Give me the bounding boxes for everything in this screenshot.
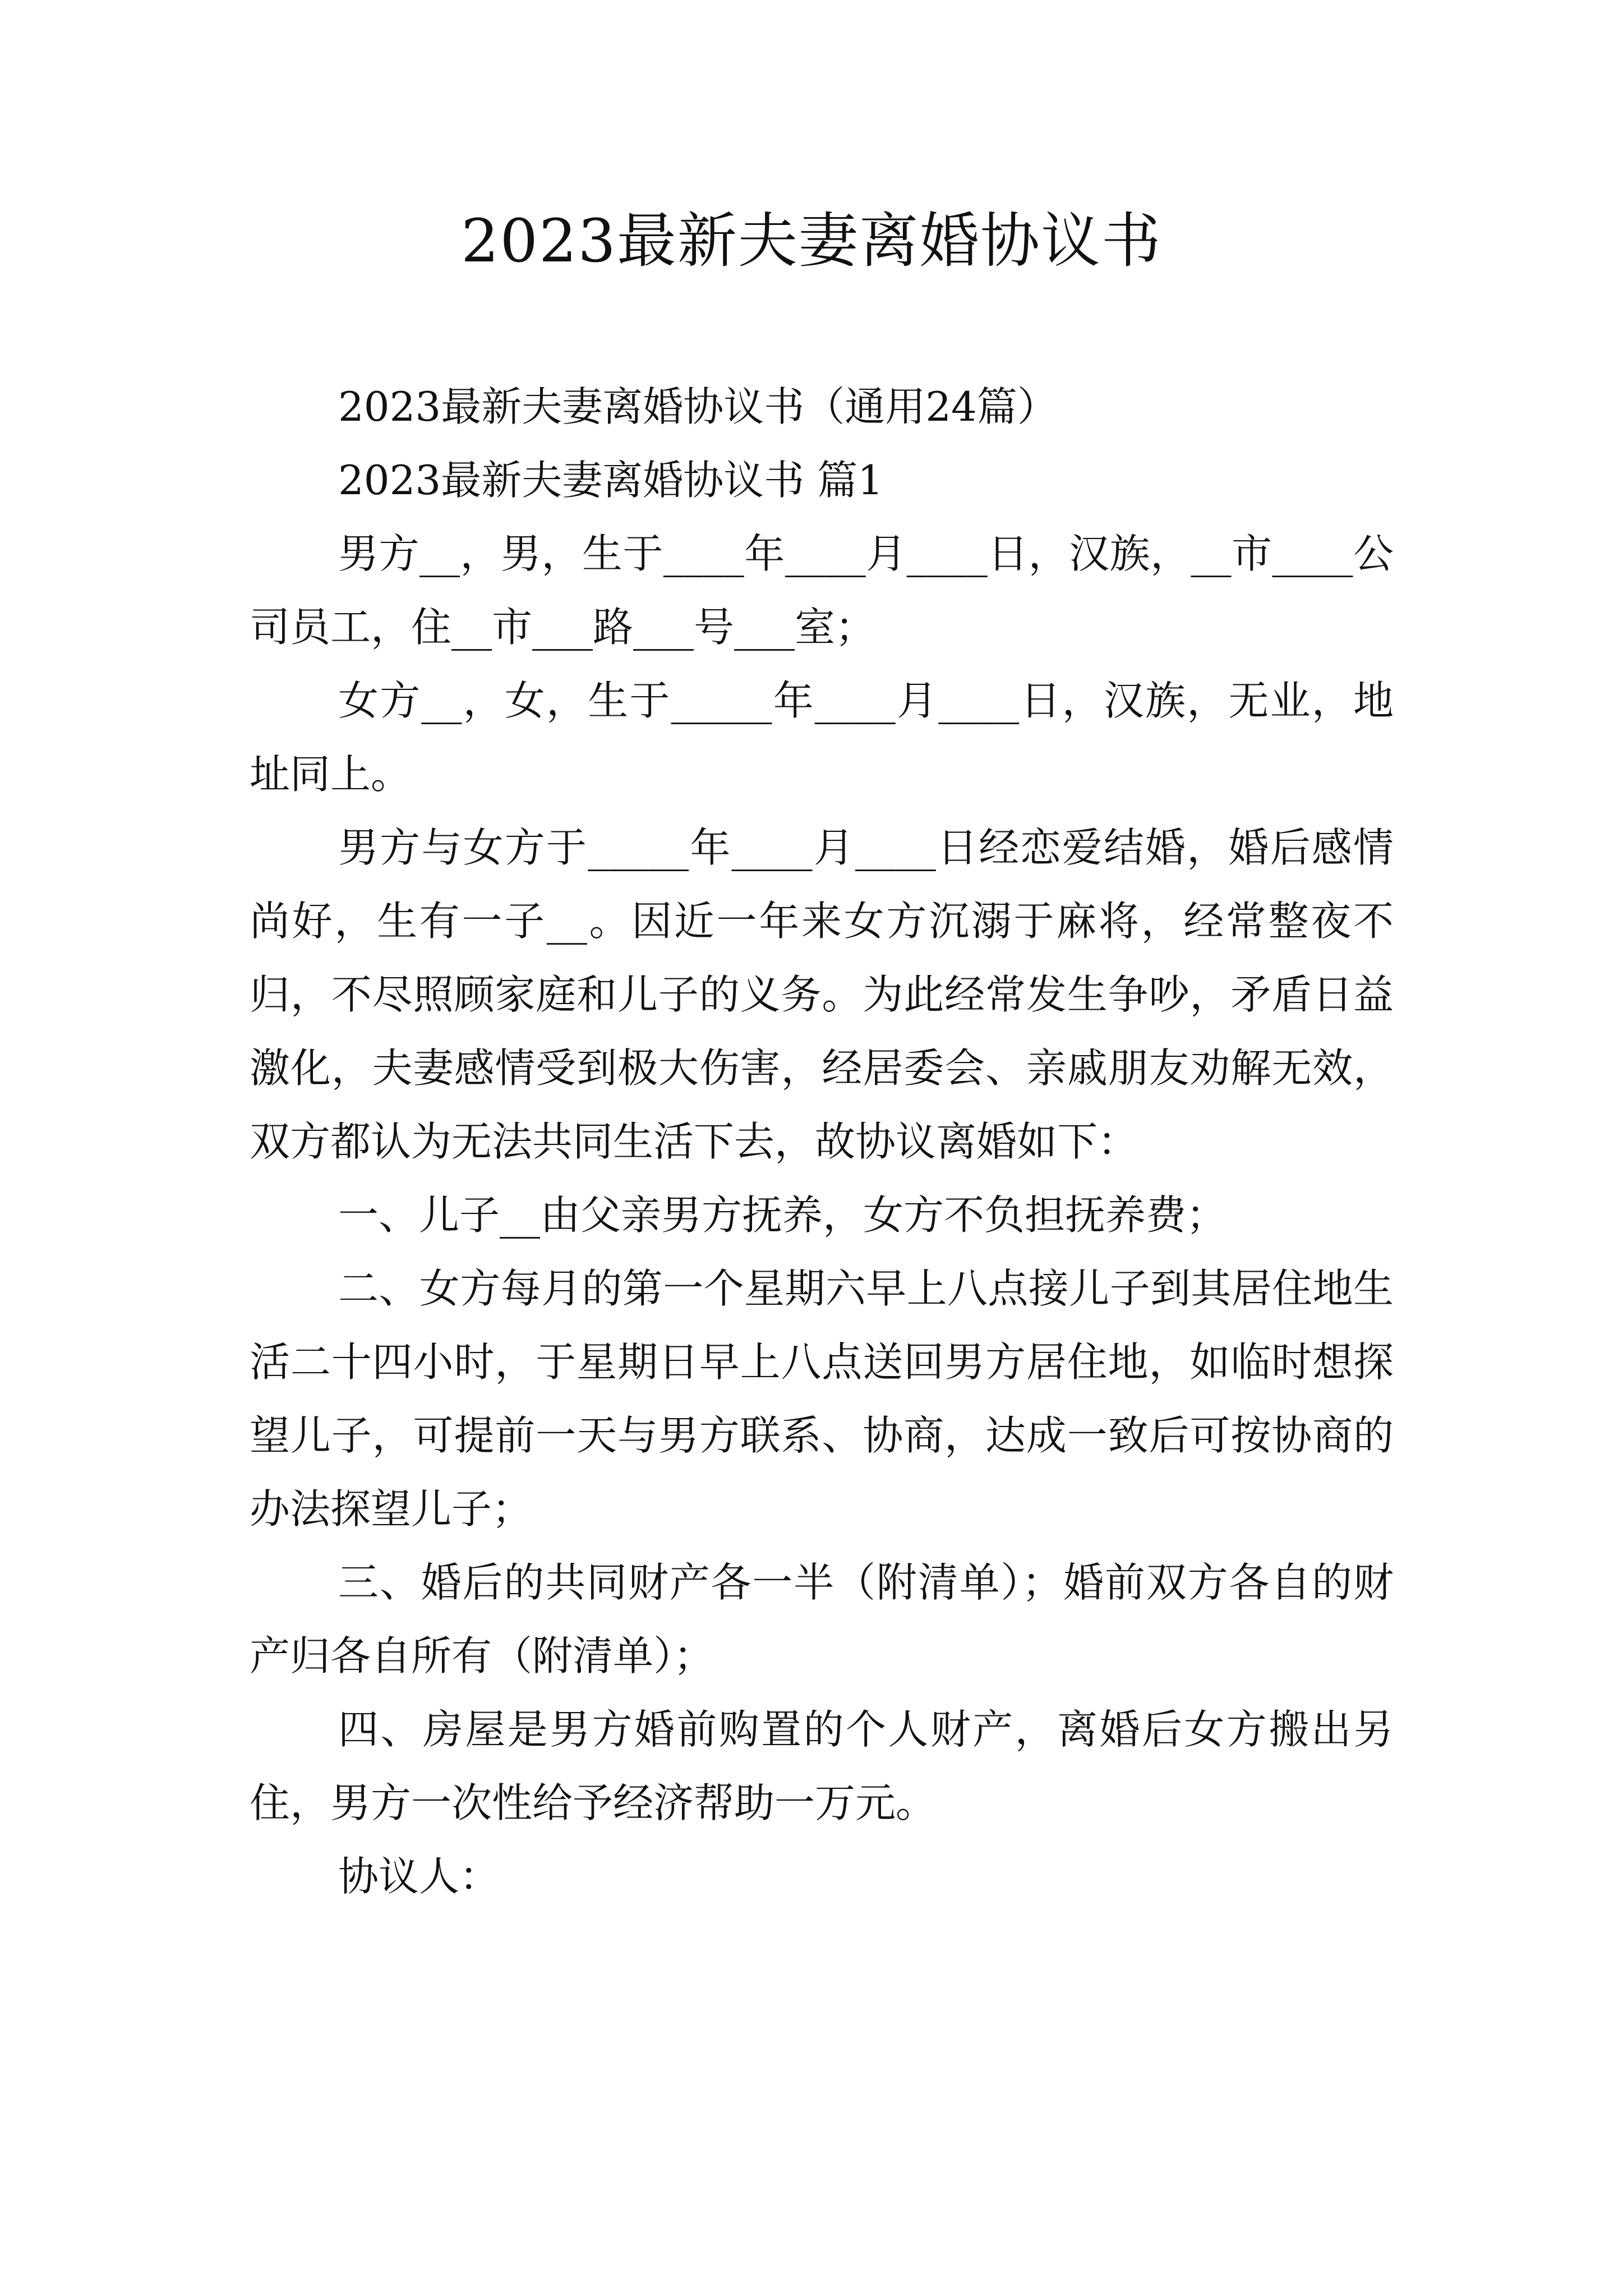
paragraph-subtitle: 2023最新夫妻离婚协议书（通用24篇） xyxy=(338,383,1058,430)
paragraph-clause-2: 二、女方每月的第一个星期六早上八点接儿子到其居住地生活二十四小时，于星期日早上八点送回男方居住地，如临时想探望儿子，可提前一天与男方联系、协商，达成一致后可按协商的办法探望儿子； xyxy=(250,1265,1394,1533)
document-body xyxy=(250,370,1394,1913)
paragraph-clause-1: 一、儿子__由父亲男方抚养，女方不负担抚养费； xyxy=(338,1191,1227,1239)
paragraph-male-party: 男方__，男，生于____年____月____日，汉族，__市____公司员工，住__市___路___号___室； xyxy=(250,530,1394,651)
paragraph-female-party: 女方__，女，生于_____年____月____日，汉族，无业，地址同上。 xyxy=(250,677,1394,798)
paragraph-background: 男方与女方于_____年____月____日经恋爱结婚，婚后感情尚好，生有一子__。因近一年来女方沉溺于麻将，经常整夜不归，不尽照顾家庭和儿子的义务。为此经常发生争吵，矛盾日益激化，夫妻感情受到极大伤害，经居委会、亲戚朋友劝解无效，双方都认为无法共同生活下去，故协议离婚如下： xyxy=(250,824,1394,1165)
paragraph-section-heading: 2023最新夫妻离婚协议书 篇1 xyxy=(338,457,883,504)
document-title: 2023最新夫妻离婚协议书 xyxy=(461,206,1162,275)
paragraph-clause-4: 四、房屋是男方婚前购置的个人财产，离婚后女方搬出另住，男方一次性给予经济帮助一万元。 xyxy=(250,1706,1394,1826)
paragraph-signatories: 协议人： xyxy=(338,1853,500,1900)
paragraph-clause-3: 三、婚后的共同财产各一半（附清单）；婚前双方各自的财产归各自所有（附清单）； xyxy=(250,1559,1394,1680)
